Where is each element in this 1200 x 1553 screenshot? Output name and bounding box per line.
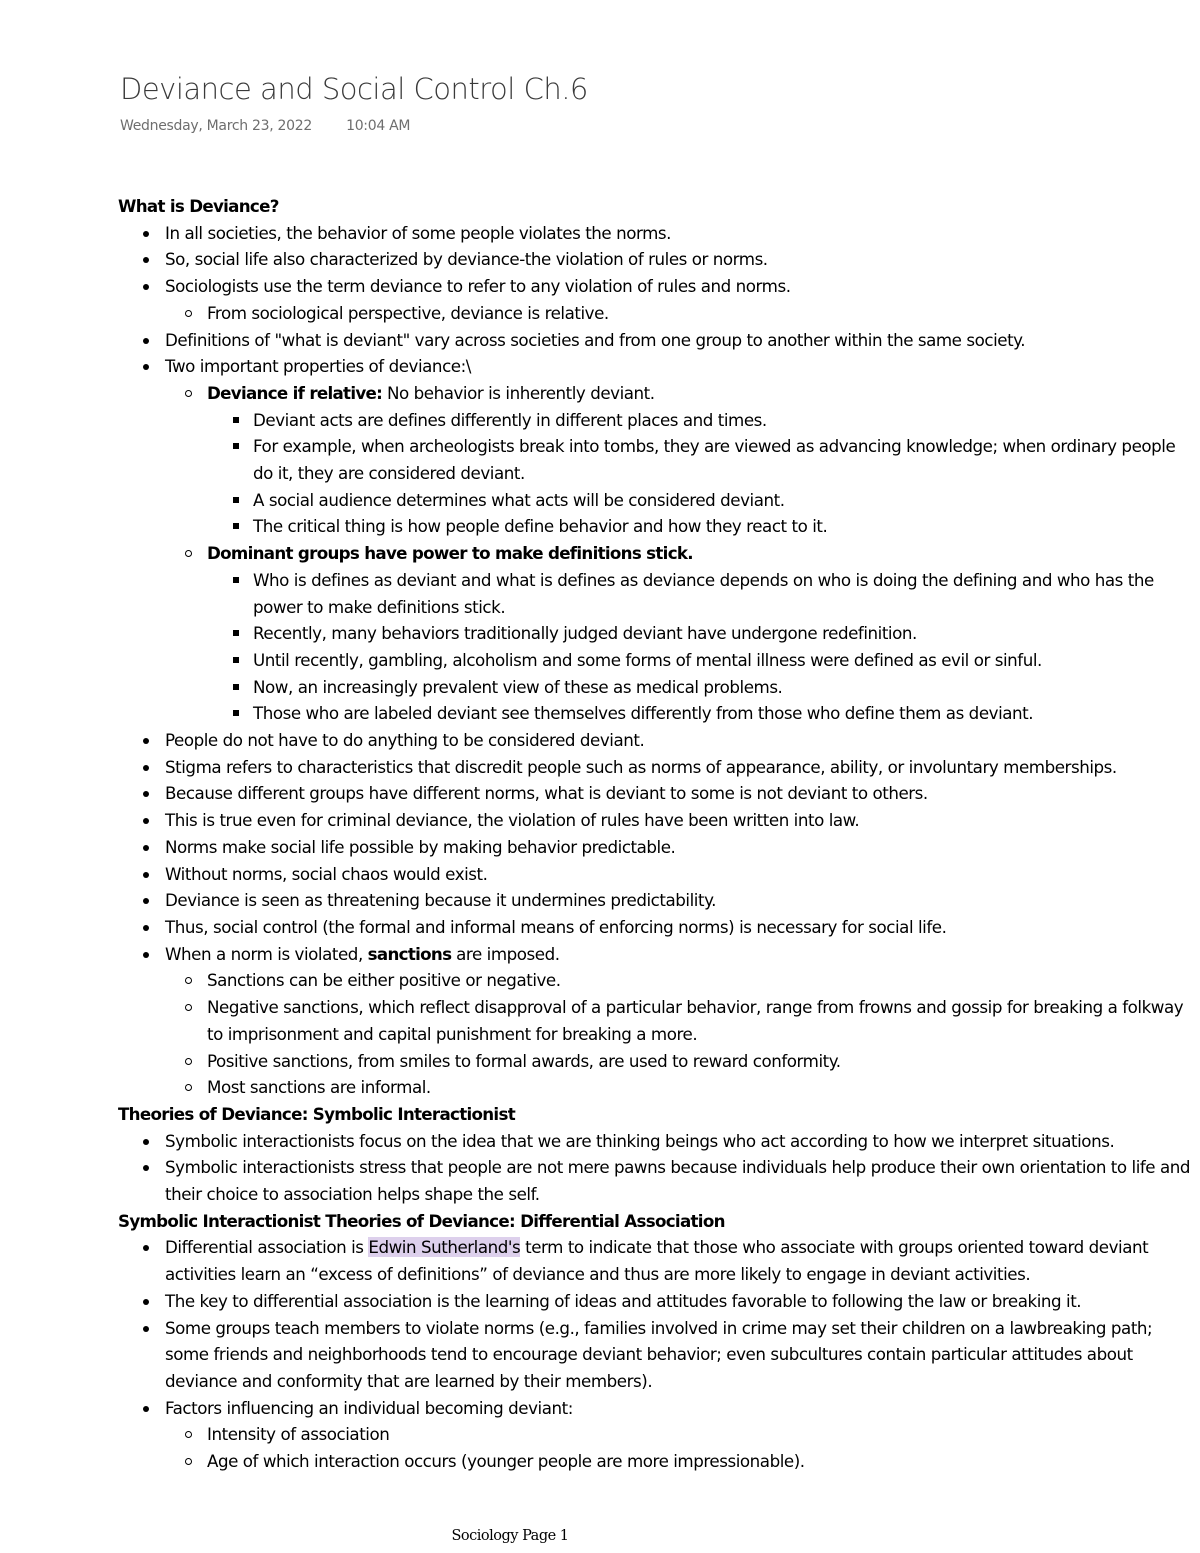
list-item-text: Factors influencing an individual becoming deviant: [165,1397,573,1418]
bullet-list [118,220,1200,1101]
list-item-text: are imposed. [451,943,560,964]
list-item: Symbolic interactionists stress that people are not mere pawns because individuals help produce their own orientation to life and their choice to association helps shape the self. [118,1154,1200,1207]
list-item: Sanctions can be either positive or negative. [163,967,1200,994]
list-item [118,1234,1200,1287]
note-date: Wednesday, March 23, 2022 [120,118,312,134]
list-item: Symbolic interactionists focus on the idea that we are thinking beings who act according to how we interpret situations. [118,1128,1200,1155]
sub-list [163,1421,1200,1474]
bold-term: Deviance if relative: [207,382,383,403]
highlighted-text: Edwin Sutherland's [368,1237,521,1258]
list-item: A social audience determines what acts will be considered deviant. [207,487,1200,514]
bold-term: Dominant groups have power to make definitions stick. [207,543,693,564]
sub-sub-list [207,567,1200,727]
list-item: The critical thing is how people define behavior and how they react to it. [207,513,1200,540]
page-footer: Sociology Page 1 [451,1528,569,1544]
sub-sub-list [207,407,1200,541]
list-item: Negative sanctions, which reflect disapproval of a particular behavior, range from frowns and gossip for breaking a folkway to imprisonment and capital punishment for breaking a more. [163,994,1200,1047]
list-item: Those who are labeled deviant see themselves differently from those who define them as deviant. [207,700,1200,727]
sub-list [163,300,1200,327]
list-item: Who is defines as deviant and what is defines as deviance depends on who is doing the defining and who has the power to make definitions stick. [207,567,1200,620]
list-item [163,540,1200,727]
sub-list [163,380,1200,727]
list-item: Age of which interaction occurs (younger people are more impressionable). [163,1448,1200,1475]
list-item: Deviant acts are defines differently in different places and times. [207,407,1200,434]
list-item: This is true even for criminal deviance, the violation of rules have been written into law. [118,807,1200,834]
list-item-text: term to indicate that those who associate with groups oriented toward deviant activities learn an “excess of definitions” of deviance and thus are more likely to engage in deviant activities. [165,1237,1149,1285]
list-item: Because different groups have different norms, what is deviant to some is not deviant to others. [118,780,1200,807]
list-item: Until recently, gambling, alcoholism and some forms of mental illness were defined as evil or sinful. [207,647,1200,674]
list-item: Without norms, social chaos would exist. [118,861,1200,888]
section-heading: Theories of Deviance: Symbolic Interactionist [118,1103,515,1124]
list-item [163,380,1200,540]
list-item: Stigma refers to characteristics that discredit people such as norms of appearance, ability, or involuntary memberships. [118,754,1200,781]
list-item: From sociological perspective, deviance is relative. [163,300,1200,327]
list-item: Norms make social life possible by making behavior predictable. [118,834,1200,861]
list-item: So, social life also characterized by deviance-the violation of rules or norms. [118,246,1200,273]
bullet-list [118,1234,1200,1474]
list-item: Recently, many behaviors traditionally judged deviant have undergone redefinition. [207,620,1200,647]
list-item: Now, an increasingly prevalent view of these as medical problems. [207,674,1200,701]
list-item [118,1395,1200,1475]
list-item [118,353,1200,727]
note-time: 10:04 AM [346,118,411,134]
list-item: The key to differential association is the learning of ideas and attitudes favorable to following the law or breaking it. [118,1288,1200,1315]
list-item: People do not have to do anything to be considered deviant. [118,727,1200,754]
list-item: Most sanctions are informal. [163,1074,1200,1101]
note-metadata [120,118,410,134]
list-item: Thus, social control (the formal and informal means of enforcing norms) is necessary for social life. [118,914,1200,941]
list-item-text: When a norm is violated, [165,943,368,964]
bold-term: sanctions [367,943,452,964]
sub-list [163,967,1200,1101]
list-item: Definitions of "what is deviant" vary across societies and from one group to another within the same society. [118,327,1200,354]
list-item-text: Two important properties of deviance:\ [165,356,471,377]
list-item: Deviance is seen as threatening because it undermines predictability. [118,887,1200,914]
list-item: Positive sanctions, from smiles to formal awards, are used to reward conformity. [163,1048,1200,1075]
list-item-text: Differential association is [165,1237,369,1258]
list-item: For example, when archeologists break into tombs, they are viewed as advancing knowledge; when ordinary people do it, they are considered deviant. [207,433,1200,486]
list-item [118,273,1200,326]
list-item: Some groups teach members to violate norms (e.g., families involved in crime may set their children on a lawbreaking path; some friends and neighborhoods tend to encourage deviant behavior; even subcultures contain particular attitudes about deviance and conformity that are learned by their members). [118,1315,1200,1395]
section-heading: What is Deviance? [118,196,279,216]
list-item-text: No behavior is inherently deviant. [382,382,655,403]
section-heading: Symbolic Interactionist Theories of Deviance: Differential Association [118,1210,725,1231]
list-item: Intensity of association [163,1421,1200,1448]
list-item [118,941,1200,1101]
list-item: In all societies, the behavior of some people violates the norms. [118,220,1200,247]
bullet-list [118,1128,1200,1208]
list-item-text: Sociologists use the term deviance to refer to any violation of rules and norms. [165,276,791,297]
note-body[interactable] [118,193,1200,1475]
page-title: Deviance and Social Control Ch.6 [120,72,588,106]
